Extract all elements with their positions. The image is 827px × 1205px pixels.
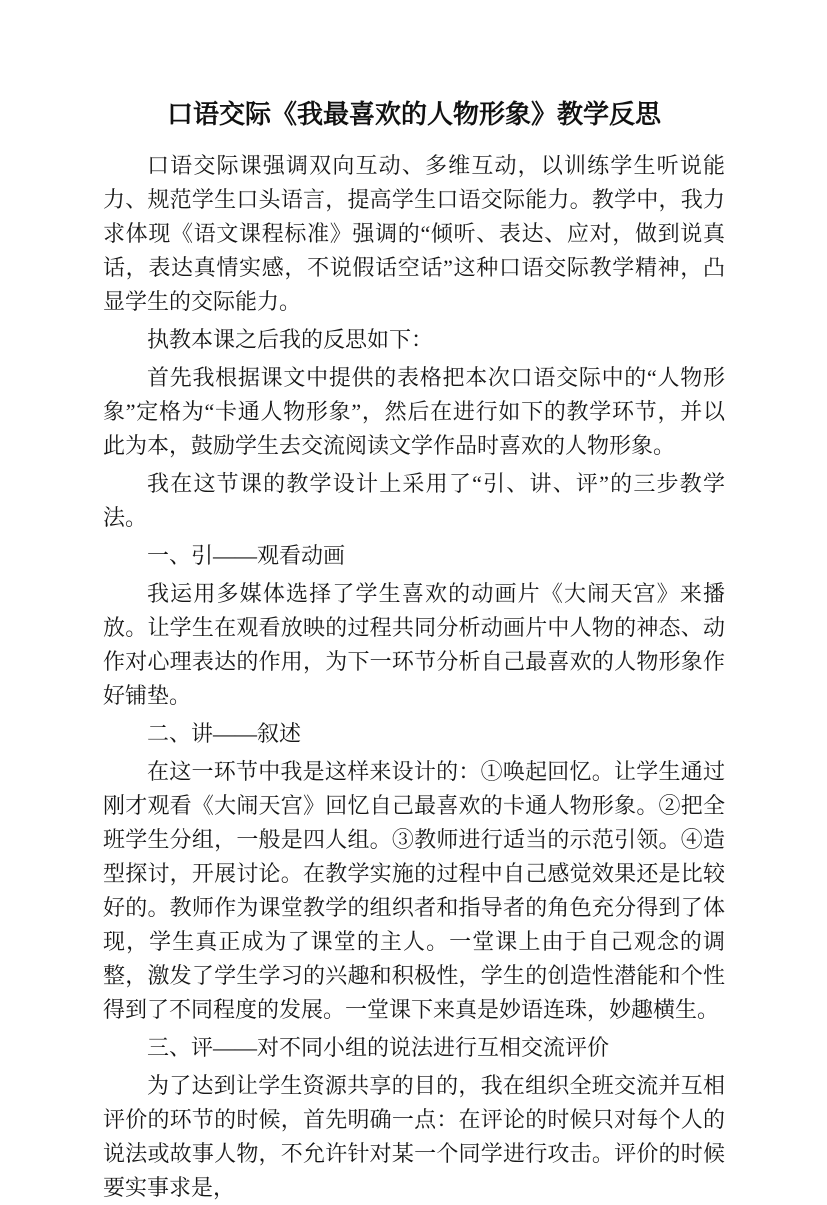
section-heading-3: 三、评——对不同小组的说法进行互相交流评价 bbox=[147, 1035, 610, 1060]
paragraph-section-1-body: 我运用多媒体选择了学生喜欢的动画片《大闹天宫》来播放。让学生在观看放映的过程共同分析动画片中人物的神态、动作对心理表达的作用，为下一环节分析自己最喜欢的人物形象作好铺垫。 bbox=[103, 581, 725, 708]
section-heading-2: 二、讲——叙述 bbox=[147, 721, 302, 746]
paragraph-section-3-body: 为了达到让学生资源共享的目的，我在组织全班交流并互相评价的环节的时候，首先明确一点：在评论的时候只对每个人的说法或故事人物，不允许针对某一个同学进行攻击。评价的时候要实事求是， bbox=[103, 1073, 725, 1200]
paragraph-reflection-lead: 执教本课之后我的反思如下： bbox=[147, 327, 434, 352]
section-heading-1: 一、引——观看动画 bbox=[147, 543, 346, 568]
paragraph-intro: 口语交际课强调双向互动、多维互动，以训练学生听说能力、规范学生口头语言，提高学生口语交际能力。教学中，我力求体现《语文课程标准》强调的“倾听、表达、应对，做到说真话，表达真情实感，不说假话空话”这种口语交际教学精神，凸显学生的交际能力。 bbox=[103, 153, 725, 314]
paragraph-setup: 首先我根据课文中提供的表格把本次口语交际中的“人物形象”定格为“卡通人物形象”，然后在进行如下的教学环节，并以此为本，鼓励学生去交流阅读文学作品时喜欢的人物形象。 bbox=[103, 365, 725, 458]
paragraph-method: 我在这节课的教学设计上采用了“引、讲、评”的三步教学法。 bbox=[103, 471, 725, 530]
document-title: 口语交际《我最喜欢的人物形象》教学反思 bbox=[166, 99, 661, 129]
paragraph-section-2-body: 在这一环节中我是这样来设计的：①唤起回忆。让学生通过刚才观看《大闹天宫》回忆自己最喜欢的卡通人物形象。②把全班学生分组，一般是四人组。③教师进行适当的示范引领。④造型探讨，开展讨论。在教学实施的过程中自己感觉效果还是比较好的。教师作为课堂教学的组织者和指导者的角色充分得到了体现，学生真正成为了课堂的主人。一堂课上由于自己观念的调整，激发了学生学习的兴趣和积极性，学生的创造性潜能和个性得到了不同程度的发展。一堂课下来真是妙语连珠，妙趣横生。 bbox=[103, 759, 725, 1022]
